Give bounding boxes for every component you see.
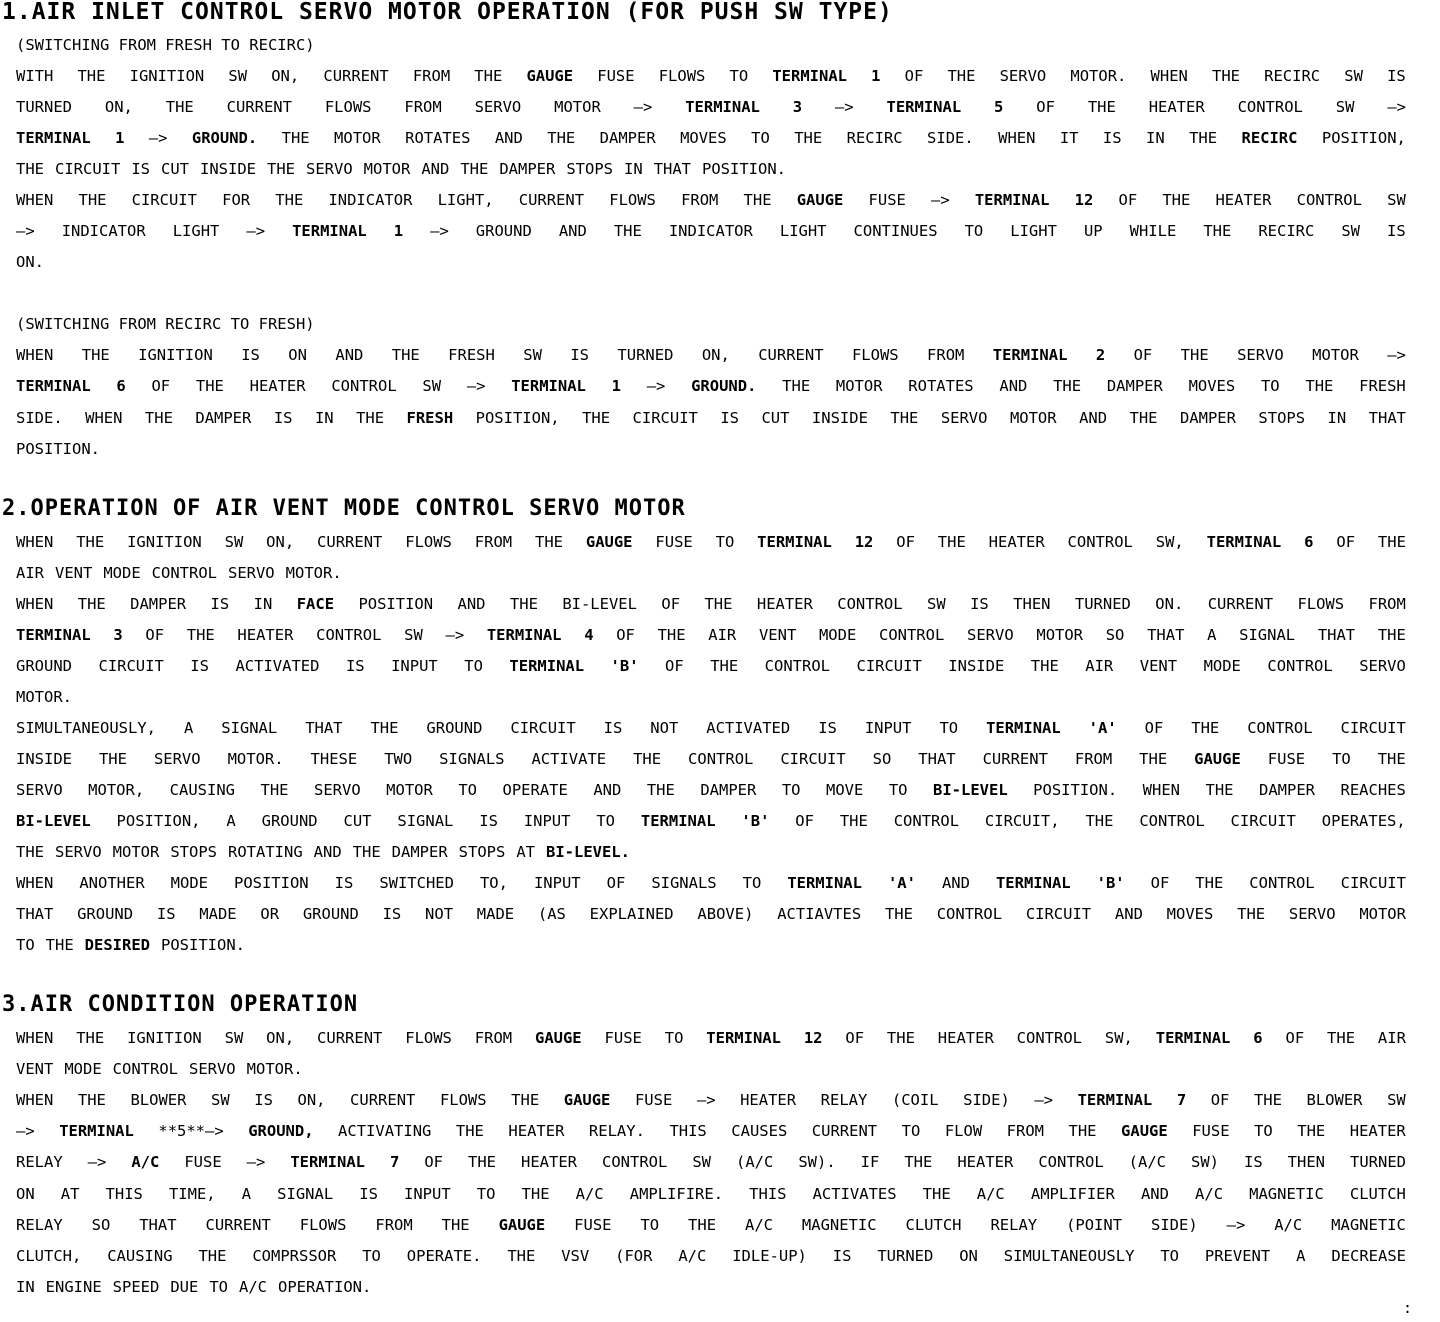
text-line: TURNED ON, THE CURRENT FLOWS FROM SERVO MOTOR —> TERMINAL 3 —> TERMINAL 5 OF THE HEATER CONTROL SW —>	[16, 98, 1406, 116]
sub-heading: (SWITCHING FROM FRESH TO RECIRC)	[16, 36, 315, 54]
text-line: RELAY —> A/C FUSE —> TERMINAL 7 OF THE HEATER CONTROL SW (A/C SW). IF THE HEATER CONTROL (A/C SW) IS THEN TURNED	[16, 1153, 1406, 1171]
text-line: THAT GROUND IS MADE OR GROUND IS NOT MADE (AS EXPLAINED ABOVE) ACTIAVTES THE CONTROL CIRCUIT AND MOVES THE SERVO MOTOR	[16, 905, 1406, 923]
text-line: WHEN ANOTHER MODE POSITION IS SWITCHED TO, INPUT OF SIGNALS TO TERMINAL 'A' AND TERMINAL 'B' OF THE CONTROL CIRCUIT	[16, 874, 1406, 892]
section-heading: 1.AIR INLET CONTROL SERVO MOTOR OPERATION (FOR PUSH SW TYPE)	[2, 0, 893, 25]
text-line: ON AT THIS TIME, A SIGNAL IS INPUT TO THE A/C AMPLIFIRE. THIS ACTIVATES THE A/C AMPLIFIER AND A/C MAGNETIC CLUTCH	[16, 1185, 1406, 1203]
text-line: —> INDICATOR LIGHT —> TERMINAL 1 —> GROUND AND THE INDICATOR LIGHT CONTINUES TO LIGHT UP WHILE THE RECIRC SW IS	[16, 222, 1406, 240]
text-line: AIR VENT MODE CONTROL SERVO MOTOR.	[16, 564, 342, 582]
text-line: WHEN THE IGNITION SW ON, CURRENT FLOWS FROM GAUGE FUSE TO TERMINAL 12 OF THE HEATER CONTROL SW, TERMINAL 6 OF THE AIR	[16, 1029, 1406, 1047]
text-line: WHEN THE BLOWER SW IS ON, CURRENT FLOWS THE GAUGE FUSE —> HEATER RELAY (COIL SIDE) —> TERMINAL 7 OF THE BLOWER SW	[16, 1091, 1406, 1109]
section-heading: 2.OPERATION OF AIR VENT MODE CONTROL SERVO MOTOR	[2, 496, 686, 521]
text-line: RELAY SO THAT CURRENT FLOWS FROM THE GAUGE FUSE TO THE A/C MAGNETIC CLUTCH RELAY (POINT SIDE) —> A/C MAGNETIC	[16, 1216, 1406, 1234]
text-line: MOTOR.	[16, 688, 72, 706]
text-line: IN ENGINE SPEED DUE TO A/C OPERATION.	[16, 1278, 372, 1296]
page-mark: :	[1403, 1299, 1413, 1317]
text-line: GROUND CIRCUIT IS ACTIVATED IS INPUT TO TERMINAL 'B' OF THE CONTROL CIRCUIT INSIDE THE AIR VENT MODE CONTROL SERVO	[16, 657, 1406, 675]
text-line: TERMINAL 6 OF THE HEATER CONTROL SW —> TERMINAL 1 —> GROUND. THE MOTOR ROTATES AND THE DAMPER MOVES TO THE FRESH	[16, 377, 1406, 395]
text-line: SERVO MOTOR, CAUSING THE SERVO MOTOR TO OPERATE AND THE DAMPER TO MOVE TO BI-LEVEL POSITION. WHEN THE DAMPER REACHES	[16, 781, 1406, 799]
text-line: —> TERMINAL **5**—> GROUND, ACTIVATING THE HEATER RELAY. THIS CAUSES CURRENT TO FLOW FROM THE GAUGE FUSE TO THE HEATER	[16, 1122, 1406, 1140]
text-line: THE CIRCUIT IS CUT INSIDE THE SERVO MOTOR AND THE DAMPER STOPS IN THAT POSITION.	[16, 160, 787, 178]
section-heading: 3.AIR CONDITION OPERATION	[2, 992, 359, 1017]
text-line: WHEN THE IGNITION IS ON AND THE FRESH SW IS TURNED ON, CURRENT FLOWS FROM TERMINAL 2 OF THE SERVO MOTOR —>	[16, 346, 1406, 364]
sub-heading: (SWITCHING FROM RECIRC TO FRESH)	[16, 315, 315, 333]
text-line: WHEN THE IGNITION SW ON, CURRENT FLOWS FROM THE GAUGE FUSE TO TERMINAL 12 OF THE HEATER CONTROL SW, TERMINAL 6 OF THE	[16, 533, 1406, 551]
text-line: ON.	[16, 253, 44, 271]
text-line: THE SERVO MOTOR STOPS ROTATING AND THE DAMPER STOPS AT BI-LEVEL.	[16, 843, 631, 861]
text-line: WITH THE IGNITION SW ON, CURRENT FROM THE GAUGE FUSE FLOWS TO TERMINAL 1 OF THE SERVO MOTOR. WHEN THE RECIRC SW IS	[16, 67, 1406, 85]
text-line: VENT MODE CONTROL SERVO MOTOR.	[16, 1060, 303, 1078]
text-line: WHEN THE CIRCUIT FOR THE INDICATOR LIGHT, CURRENT FLOWS FROM THE GAUGE FUSE —> TERMINAL 12 OF THE HEATER CONTROL SW	[16, 191, 1406, 209]
text-line: TERMINAL 3 OF THE HEATER CONTROL SW —> TERMINAL 4 OF THE AIR VENT MODE CONTROL SERVO MOTOR SO THAT A SIGNAL THAT THE	[16, 626, 1406, 644]
text-line: TERMINAL 1 —> GROUND. THE MOTOR ROTATES AND THE DAMPER MOVES TO THE RECIRC SIDE. WHEN IT IS IN THE RECIRC POSITION,	[16, 129, 1406, 147]
text-line: POSITION.	[16, 440, 100, 458]
text-line: TO THE DESIRED POSITION.	[16, 936, 245, 954]
text-line: BI-LEVEL POSITION, A GROUND CUT SIGNAL IS INPUT TO TERMINAL 'B' OF THE CONTROL CIRCUIT, THE CONTROL CIRCUIT OPERATES,	[16, 812, 1406, 830]
text-line: WHEN THE DAMPER IS IN FACE POSITION AND THE BI-LEVEL OF THE HEATER CONTROL SW IS THEN TURNED ON. CURRENT FLOWS FROM	[16, 595, 1406, 613]
text-line: INSIDE THE SERVO MOTOR. THESE TWO SIGNALS ACTIVATE THE CONTROL CIRCUIT SO THAT CURRENT FROM THE GAUGE FUSE TO THE	[16, 750, 1406, 768]
text-line: SIDE. WHEN THE DAMPER IS IN THE FRESH POSITION, THE CIRCUIT IS CUT INSIDE THE SERVO MOTOR AND THE DAMPER STOPS IN THAT	[16, 409, 1406, 427]
text-line: CLUTCH, CAUSING THE COMPRSSOR TO OPERATE. THE VSV (FOR A/C IDLE-UP) IS TURNED ON SIMULTANEOUSLY TO PREVENT A DECREASE	[16, 1247, 1406, 1265]
text-line: SIMULTANEOUSLY, A SIGNAL THAT THE GROUND CIRCUIT IS NOT ACTIVATED IS INPUT TO TERMINAL 'A' OF THE CONTROL CIRCUIT	[16, 719, 1406, 737]
